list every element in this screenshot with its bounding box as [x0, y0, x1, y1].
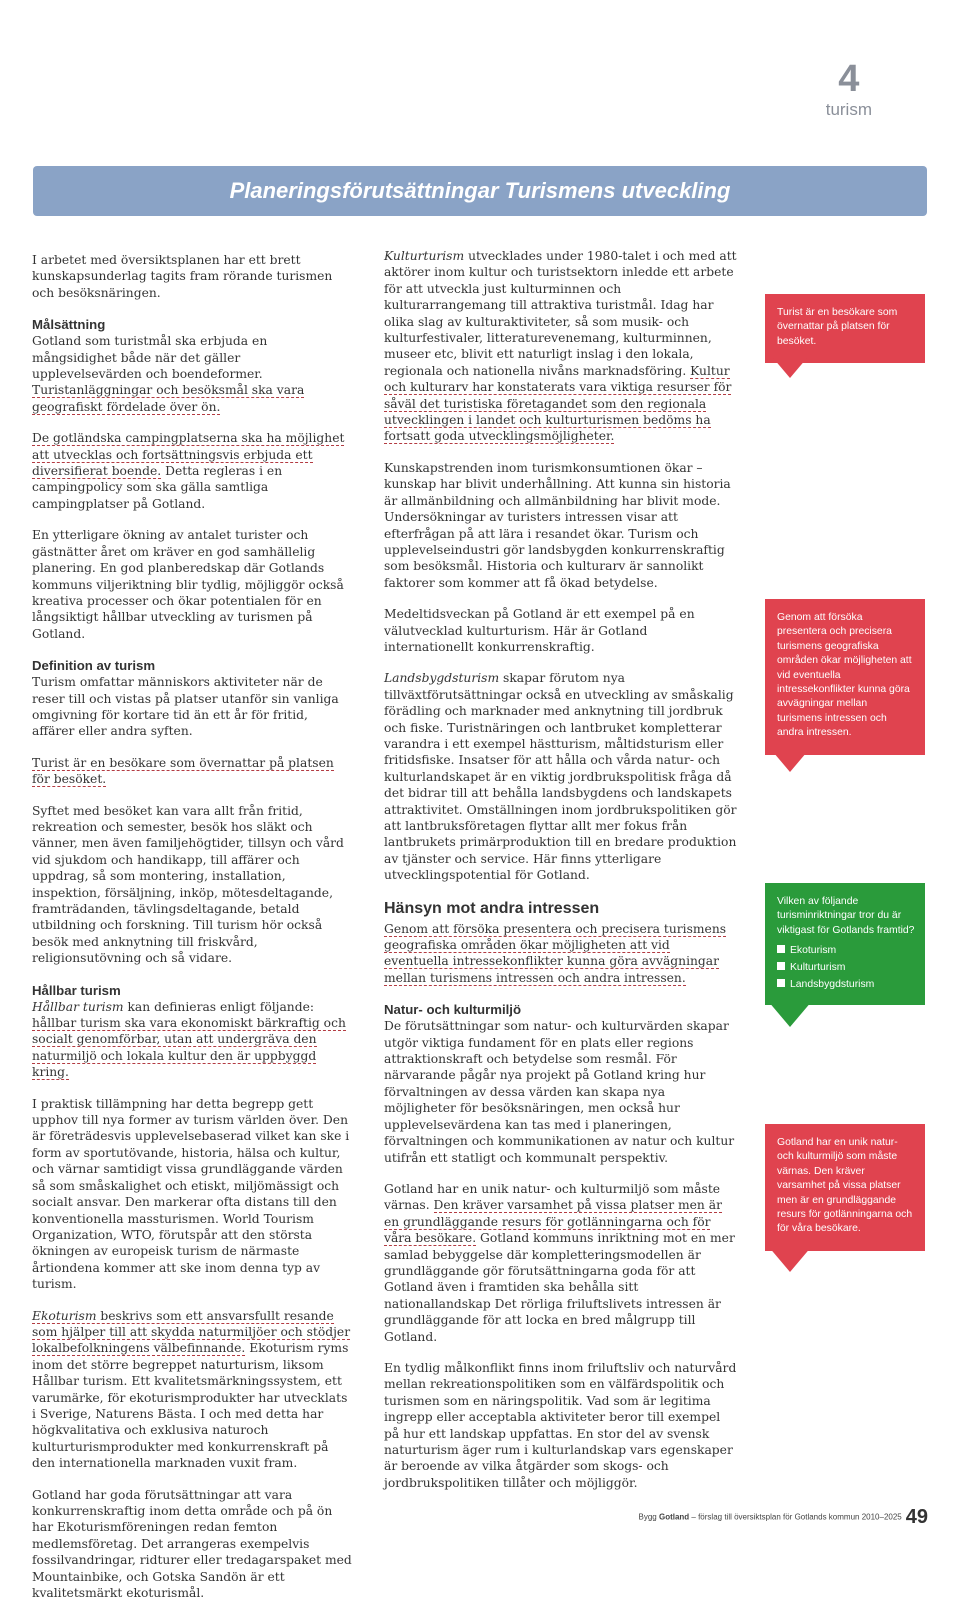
camping-underlined: De gotländska campingplatserna ska ha möjlighet att utvecklas och fortsättningsvis erbjuda ett diversifierat boende. — [32, 431, 345, 479]
callout-turist-tail — [768, 352, 812, 378]
landsbygd-text: skapar förutom nya tillväxtförutsättningar också en utveckling av småskalig förädling och marknader med anknytning till jordbruk och fiske. Turistnäringen och lantbruket kompletterar varandra i ett exempel hästturism, måltidsturism eller fritidsfiske. Insatser för att hålla och vårda natur- och kulturlandskapet är en viktig jordbrukspolitisk fråga då det bidrar till att behålla landsbygdens och landskapets attraktivitet. Omställningen inom jordbrukspolitiken gör att lantbruksföretagen flyttar allt mer fokus från lantbrukets primärproduktion till en bredare produktion av tjänster och service. Här finns ytterligare utvecklingspotential för Gotland. — [384, 671, 737, 883]
heading-hallbar: Hållbar turism — [32, 982, 121, 998]
definition-underlined: Turist är en besökare som övernattar på platsen för besöket. — [32, 755, 334, 787]
kulturturism-underlined: Kultur och kulturarv har konstaterats vara viktiga resurser för såväl det turistiska företagandet som den regionala utvecklingen i landet och kulturturismen bedöms ha fortsatt goda utvecklingsmöjligheter. — [384, 363, 732, 444]
heading-malsattning: Målsättning — [32, 317, 106, 333]
okning-paragraph: En ytterligare ökning av antalet turister och gästnätter året om kräver en god samhällelig planering. En god planberedskap där Gotlands kommuns viljeriktning blir tydlig, möjliggör också kreativa processer och ökar potentialen för en långsiktigt hållbar utveckling av turismen på Gotland. — [32, 528, 344, 641]
camping-paragraph — [32, 430, 354, 512]
camping-rest: Detta regleras i en campingpolicy som ska gälla samtliga campingplatser på Gotland. — [32, 464, 283, 511]
callout-hansyn — [765, 599, 925, 755]
page-number: 49 — [905, 1506, 928, 1528]
definition-underlined-paragraph — [32, 755, 354, 788]
hallbar-underlined: hållbar turism ska vara ekonomiskt bärkraftig och socialt genomförbar, utan att undergräva den naturmiljö och lokala kultur den är uppbyggd kring. — [32, 1016, 346, 1080]
callout-unik — [765, 1124, 925, 1251]
hansyn-underlined: Genom att försöka presentera och precisera turismens geografiska områden ökar möjligheten att vid eventuella intressekonflikter kunna göra avvägningar mellan turismens intressen och andra intressen. — [384, 921, 727, 985]
callout-turist-text: Turist är en besökare som övernattar på platsen för besöket. — [777, 307, 898, 347]
callout-unik-tail — [768, 1246, 812, 1272]
heading-hansyn: Hänsyn mot andra intressen — [384, 899, 600, 917]
footer-brand-pre: Bygg — [638, 1512, 659, 1522]
footer-text: – förslag till översiktsplan för Gotlands kommun 2010–2025 — [689, 1512, 902, 1522]
ekoturism-rest: Ekoturism ryms inom det större begreppet naturturism, liksom Hållbar turism. Ett kvalitetsmärkningssystem, ett varumärke, för ekoturismprodukter har utvecklats i Sverige, Naturens Bästa. I och med detta har högkvalitativa och exklusiva naturoch kulturturismprodukter med konkurrenskraft på den internationella marknaden vuxit fram. — [32, 1341, 349, 1471]
goda-paragraph: Gotland har goda förutsättningar att vara konkurrenskraftig inom detta område och på ön har Ekoturismföreningen redan femton medlemsföretag. Det arrangeras exempelvis fossilvandringar, ridturer eller tredagarspaket med Mountainbike, och Gotska Sandön är ett kvalitetsmärkt ekoturismål. — [32, 1487, 352, 1601]
page-footer — [639, 1506, 929, 1529]
option-landsbygdsturism[interactable] — [777, 976, 915, 993]
hansyn-paragraph — [384, 921, 738, 987]
syftet-paragraph: Syftet med besöket kan vara allt från fritid, rekreation och semester, besök hos släkt och vänner, men även familjehögtider, tillsyn och vård vid sjukdom och handikapp, till affärer och uppdrag, så som montering, installation, inspektion, försäljning, inköp, mötesdeltagande, framträdanden, tävlingsdeltagande, betald utbildning och forskning. Till turism hör också besök med anknytning till friskvård, religionsutövning och så vidare. — [32, 803, 344, 966]
malsattning-underlined: Turistanläggningar och besöksmål ska vara geografiskt fördelade över ön. — [32, 383, 305, 414]
landsbygd-paragraph — [384, 670, 738, 883]
unik-pre: Gotland har en unik natur- och kulturmiljö som måste värnas. — [384, 1181, 721, 1213]
unik-underlined: Den kräver varsamhet på vissa platser men är en grundläggande resurs för gotlänningarna och för våra besökare. — [384, 1198, 722, 1246]
intro-paragraph: I arbetet med översiktsplanen har ett brett kunskapsunderlag tagits fram rörande turismen och besöksnäringen. — [32, 253, 333, 300]
checkbox-icon[interactable] — [777, 945, 785, 953]
page-title: Planeringsförutsättningar Turismens utveckling — [229, 178, 731, 203]
checkbox-icon[interactable] — [777, 979, 785, 987]
option-label: Kulturturism — [790, 962, 846, 974]
kulturturism-text: utvecklades under 1980-talet i och med att aktörer inom kultur och turistsektorn inledde ett arbete för att utveckla just kulturminnen och kulturarrangemang till attraktiva turistmål. Idag har olika slag av kulturaktiviteter, så som musik- och kulturfestivaler, litteraturevenemang, kulturminnen, museer etc, blivit ett naturligt inslag i den lokala, regionala och nationella nivåns marknadsföring. — [384, 249, 737, 378]
option-label: Landsbygdsturism — [790, 979, 875, 991]
kunskap-paragraph: Kunskapstrenden inom turismkonsumtionen ökar – kunskap har blivit underhållning. Att kunna sin historia är allmänbildning och allmänbildning har blivit mode. Undersökningar av turisters intressen visar att efterfrågan på att lära i resandet ökar. Turism och upplevelseindustri gör landsbygden konkurrenskraftig som besöksmål. Historia och kulturarv är sannolikt faktorer som kommer att få ökad betydelse. — [384, 460, 731, 590]
malsattning-paragraph — [32, 333, 354, 415]
unik-paragraph — [384, 1181, 738, 1345]
option-label: Ekoturism — [790, 945, 837, 957]
section-banner — [33, 166, 927, 216]
middle-column — [384, 248, 738, 1506]
natur-paragraph: De förutsättningar som natur- och kulturvärden skapar utgör viktiga fundament för en plats eller regions attraktionskraft och betydelse som resmål. För närvarande pågår nya projekt på Gotland kring hur förvaltningen av dessa värden kan skapa nya möjligheter för besöksnäringen, men också hur upplevelsevärdena kan tas med i planeringen, förvaltningen och kommunikationen av natur och kultur utifrån ett statligt och kommunalt perspektiv. — [384, 1019, 735, 1165]
ekoturism-underlined-text: beskrivs som ett ansvarsfullt resande som hjälper till att skydda naturmiljöer och stödjer lokalbefolkningens välbefinnande. — [32, 1308, 351, 1356]
malkonflikt-paragraph: En tydlig målkonflikt finns inom friluftsliv och naturvård mellan rekreationspolitiken som en välfärdspolitik och turismen som en näringspolitik. Vad som är legitima ingrepp eller acceptabla aktiviteter beror till exempel på hur ett landskap uppfattas. En stor del av svensk naturturism äger rum i kulturlandskap vars egenskaper är beroende av vilka åtgärder som skogs- och jordbrukspolitiken tillåter och möjliggör. — [384, 1360, 737, 1490]
ekoturism-paragraph — [32, 1308, 354, 1472]
footer-brand: Gotland — [658, 1512, 690, 1522]
heading-natur: Natur- och kulturmiljö — [384, 1002, 522, 1018]
kulturturism-keyword: Kulturturism — [384, 249, 465, 263]
left-column — [32, 252, 354, 1616]
praktisk-paragraph: I praktisk tillämpning har detta begrepp gett upphov till nya former av turism världen över. Den är företrädesvis upplevelsebaserad vilket kan ske i form av sportutövande, historia, hälsa och kultur, och värnar samtidigt vissa grundläggande värden så som småskalighet och etiskt, miljömässigt och socialt ansvar. Den markerar ofta distans till den konventionella massturismen. World Tourism Organization, WTO, förutspår att den största ökningen av europeisk turism de närmaste årtiondena kommer att ske inom denna typ av turism. — [32, 1096, 350, 1292]
malsattning-text: Gotland som turistmål ska erbjuda en mångsidighet både när det gäller upplevelsevärden och boendeformer. — [32, 334, 268, 382]
callout-unik-text: Gotland har en unik natur- och kulturmiljö som måste värnas. Den kräver varsamhet på vissa platser men är en grundläggande resurs för gotlänningarna och för våra besökare. — [777, 1137, 913, 1235]
heading-definition: Definition av turism — [32, 658, 156, 674]
callout-hansyn-tail — [768, 746, 812, 772]
unik-rest: Gotland kommuns inriktning mot en mer samlad bebyggelse där kompletteringsmodellen är grundläggande gör förutsättningarna goda för att Gotland även i framtiden ska behålla sitt nationallandskap Det rörliga friluftslivets intressen är grundläggande för att locka en bred målgrupp till Gotland. — [384, 1231, 735, 1344]
chapter-marker — [826, 60, 872, 120]
checkbox-icon[interactable] — [777, 962, 785, 970]
hallbar-paragraph — [32, 999, 354, 1081]
option-kulturturism[interactable] — [777, 959, 915, 976]
chapter-word: turism — [825, 100, 872, 119]
medeltid-paragraph: Medeltidsveckan på Gotland är ett exempel på en välutvecklad kulturturism. Här är Gotland internationellt konkurrenskraftig. — [384, 607, 695, 654]
definition-paragraph: Turism omfattar människors aktiviteter när de reser till och vistas på platser utanför sin vanliga omgivning för kortare tid än ett år för fritid, affärer eller andra syften. — [32, 675, 339, 739]
hallbar-pre: kan definieras enligt följande: — [123, 999, 315, 1014]
option-ekoturism[interactable] — [777, 942, 915, 959]
callout-question — [765, 883, 925, 1005]
callout-hansyn-text: Genom att försöka presentera och precisera turismens geografiska områden ökar möjligheten att vid eventuella intressekonflikter kunna göra avvägningar mellan turismens intressen och andra intressen. — [777, 612, 912, 739]
ekoturism-keyword: Ekoturism — [32, 1308, 97, 1323]
kulturturism-paragraph — [384, 248, 738, 445]
callout-question-text: Vilken av följande turisminriktningar tror du är viktigast för Gotlands framtid? — [777, 896, 915, 936]
chapter-number: 4 — [838, 58, 860, 100]
option-list — [777, 942, 915, 993]
hallbar-keyword: Hållbar turism — [32, 999, 124, 1014]
callout-question-tail — [768, 1001, 812, 1027]
landsbygd-keyword: Landsbygdsturism — [384, 671, 500, 686]
